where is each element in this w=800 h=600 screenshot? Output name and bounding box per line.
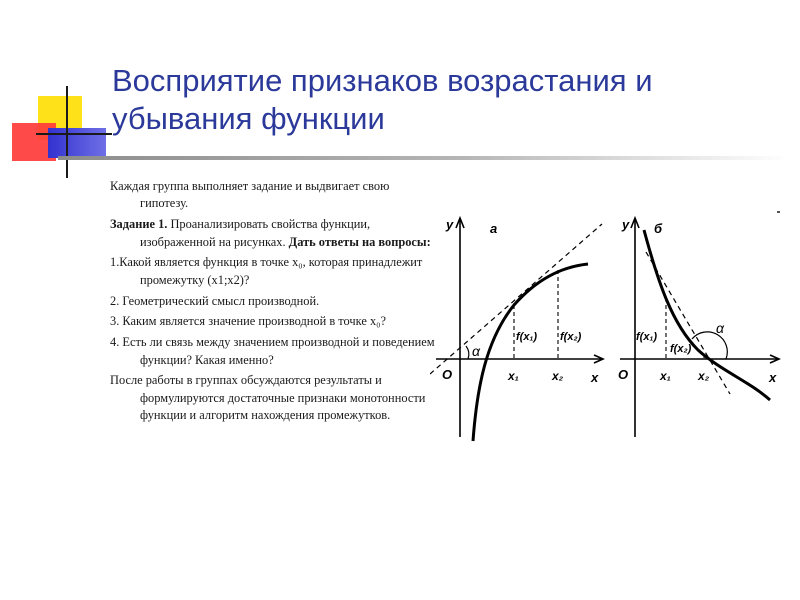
figure-increasing-function	[430, 212, 610, 442]
title-divider	[58, 156, 790, 160]
decor-horizontal-line	[36, 133, 112, 135]
x2-label: x₂	[552, 369, 564, 383]
fx2-label: f(x₂)	[560, 331, 582, 343]
question-1: 1.Какой является функция в точке x₀, которая принадлежит промежутку (x1;x2)?	[110, 255, 423, 287]
origin-label: O	[442, 367, 453, 382]
figure-label: б	[654, 221, 663, 236]
fx1-label: f(x₁)	[636, 331, 657, 343]
y-axis-label: y	[622, 217, 630, 232]
stray-mark	[777, 211, 780, 213]
fx1-label: f(x₁)	[516, 331, 537, 343]
paragraph-conclusion: После работы в группах обсуждаются результаты и формулируются достаточные признаки монотонности функции и алгоритм нахождения промежутков.	[110, 373, 426, 423]
paragraph-task	[110, 216, 435, 251]
angle-arc	[466, 346, 469, 359]
question-4: 4. Есть ли связь между значением производной и поведением функции? Какая именно?	[110, 335, 435, 367]
question-3: 3. Каким является значение производной в точке x₀?	[110, 314, 386, 329]
figure-decreasing-function	[610, 212, 785, 442]
x-axis-label: x	[769, 370, 777, 385]
paragraph-intro: Каждая группа выполняет задание и выдвигает свою гипотезу.	[110, 179, 390, 211]
slide-body	[110, 178, 435, 428]
x-axis-label: x	[591, 370, 599, 385]
function-curve	[473, 264, 588, 441]
task-label: Задание 1.	[110, 217, 168, 232]
origin-label: O	[618, 367, 629, 382]
task-text: Проанализировать свойства функции, изображенной на рисунках.	[140, 217, 371, 249]
x2-label: x₂	[698, 369, 710, 383]
fx2-label: f(x₂)	[670, 343, 692, 355]
y-axis-label: y	[446, 217, 454, 232]
alpha-label: α	[716, 320, 724, 336]
decor-vertical-line	[66, 86, 68, 178]
tangent-line	[430, 224, 602, 374]
figure-label: а	[490, 221, 498, 236]
alpha-label: α	[472, 343, 480, 359]
question-2: 2. Геометрический смысл производной.	[110, 293, 320, 308]
x1-label: x₁	[508, 369, 519, 383]
slide-title: Восприятие признаков возрастания и убывания функции	[112, 63, 653, 136]
x1-label: x₁	[660, 369, 671, 383]
task-questions-label: Дать ответы на вопросы:	[288, 234, 431, 249]
